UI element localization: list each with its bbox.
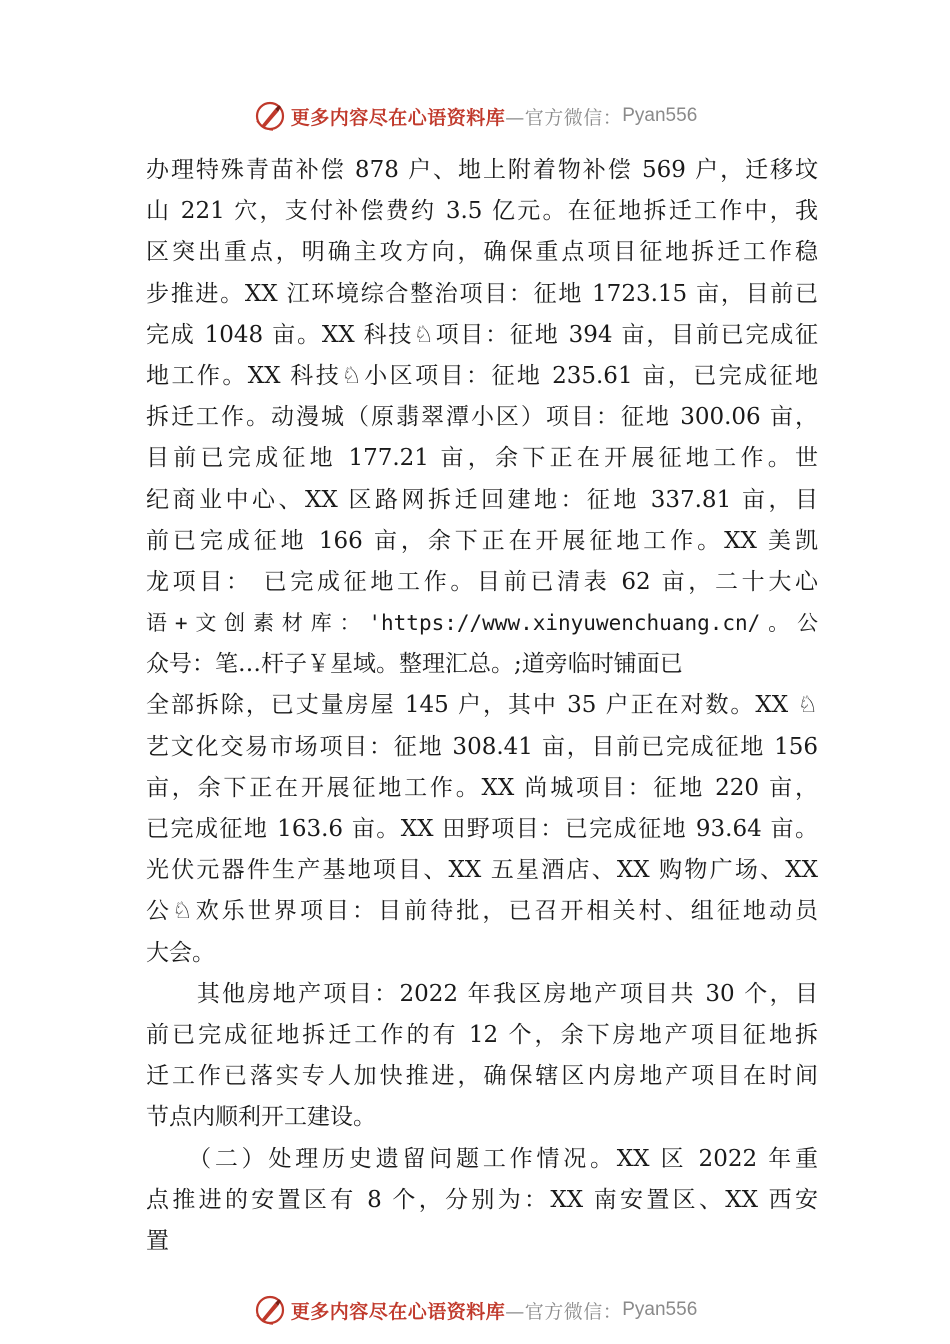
text-line: 全部拆除，已丈量房屋 145 户，其中 35 户正在对数。XX ♘ (146, 692, 818, 719)
text-line: 前已完成征地拆迁工作的有 12 个，余下房地产项目征地拆 (146, 1021, 818, 1048)
text-line-url: 语+文创素材库：'https://www.xinyuwenchuang.cn/。公 (146, 611, 818, 636)
text-line: 公♘欢乐世界项目：目前待批，已召开相关村、组征地动员 (146, 898, 818, 925)
text-line: 亩，余下正在开展征地工作。XX 尚城项目：征地 220 亩， (146, 774, 818, 801)
text-line: 艺文化交易市场项目：征地 308.41 亩，目前已完成征地 156 (146, 733, 818, 760)
text-line: 节点内顺利开工建设。 (146, 1104, 376, 1131)
pen-logo-icon (253, 1293, 287, 1327)
text-line: 光伏元器件生产基地项目、XX 五星酒店、XX 购物广场、XX (146, 857, 818, 884)
document-body (146, 150, 818, 1262)
text-line: 已完成征地 163.6 亩。XX 田野项目：已完成征地 93.64 亩。 (146, 816, 818, 842)
text-line: 大会。 (146, 939, 215, 966)
header-site-name: 更多内容尽在心语资料库 (290, 106, 506, 129)
text-line: 完成 1048 亩。XX 科技♘项目：征地 394 亩，目前已完成征 (146, 321, 818, 348)
footer-wechat-label: —官方微信： (505, 1300, 623, 1323)
text-line: 办理特殊青苗补偿 878 户、地上附着物补偿 569 户，迁移坟 (146, 157, 818, 183)
footer-banner (0, 1290, 950, 1330)
header-banner (0, 96, 950, 136)
paragraph-start-line: 其他房地产项目：2022 年我区房地产项目共 30 个，目 (146, 980, 818, 1007)
footer-wechat-id: Pyan556 (622, 1299, 698, 1320)
text-line: 目前已完成征地 177.21 亩，余下正在开展征地工作。世 (146, 445, 818, 472)
header-wechat-id: Pyan556 (622, 105, 698, 126)
footer-site-name: 更多内容尽在心语资料库 (290, 1300, 506, 1323)
header-wechat-label: —官方微信： (505, 106, 623, 129)
text-line: 区突出重点，明确主攻方向，确保重点项目征地拆迁工作稳 (146, 239, 818, 266)
text-line: 前已完成征地 166 亩，余下正在开展征地工作。XX 美凯 (146, 527, 818, 554)
text-line: 纪商业中心、XX 区路网拆迁回建地：征地 337.81 亩，目 (146, 486, 818, 513)
pen-logo-icon (253, 99, 287, 133)
text-line: 迁工作已落实专人加快推进，确保辖区内房地产项目在时间 (146, 1063, 818, 1090)
paragraph-start-line: （二）处理历史遗留问题工作情况。XX 区 2022 年重 (146, 1145, 818, 1172)
text-line: 点推进的安置区有 8 个，分别为：XX 南安置区、XX 西安 (146, 1186, 818, 1213)
text-line: 置 (146, 1227, 169, 1254)
text-line: 地工作。XX 科技♘小区项目：征地 235.61 亩，已完成征地 (146, 362, 818, 389)
text-line: 山 221 穴，支付补偿费约 3.5 亿元。在征地拆迁工作中，我 (146, 198, 818, 225)
text-line: 步推进。XX 江环境综合整治项目：征地 1723.15 亩，目前已 (146, 280, 818, 307)
text-line: 拆迁工作。动漫城（原翡翠潭小区）项目：征地 300.06 亩， (146, 404, 818, 431)
text-line: 龙项目： 已完成征地工作。目前已清表 62 亩，二十大心 (146, 568, 818, 595)
text-line: 众号：笔…杆子￥星域。整理汇总。;道旁临时铺面已 (146, 651, 683, 678)
